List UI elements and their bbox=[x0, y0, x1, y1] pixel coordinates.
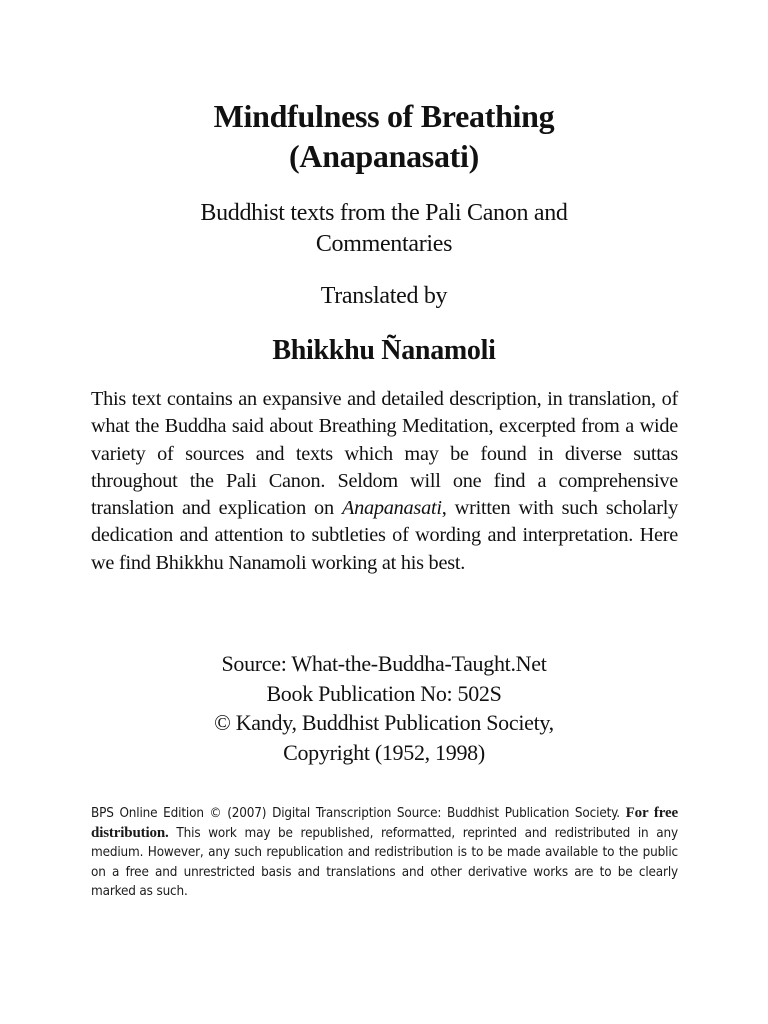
publication-number: Book Publication No: 502S bbox=[266, 680, 502, 706]
translated-by-label: Translated by bbox=[320, 283, 448, 309]
footer-text-2: This work may be republished, reformatted, reprinted and redistributed in any medium. However, any such republication and redistribution is to be made available to the public on a free and unrestricted basis and translations and other derivative works are to be clearly marked as such. bbox=[91, 825, 678, 899]
title-line-2: (Anapanasati) bbox=[289, 138, 479, 174]
description-text-2: , written with such scholarly dedication and attention to subtleties of wording and interpretation. Here we find Bhikkhu Nanamoli working at his best. bbox=[91, 497, 678, 574]
description-italic-term: Anapanasati bbox=[341, 497, 442, 520]
subtitle-line-1: Buddhist texts from the Pali Canon and bbox=[200, 200, 568, 226]
document-subtitle bbox=[0, 198, 768, 260]
document-title bbox=[0, 96, 768, 176]
subtitle-line-2: Commentaries bbox=[315, 231, 453, 257]
title-line-1: Mindfulness of Breathing bbox=[213, 98, 555, 134]
description-text-1: This text contains an expansive and detailed description, in translation, of what the Buddha said about Breathing Meditation, excerpted from a wide variety of sources and texts which may be found in diverse suttas throughout the Pali Canon. Seldom will one find a comprehensive translation and explication on bbox=[91, 388, 678, 520]
source-block bbox=[0, 649, 768, 767]
footer-free-distribution: For free distribution. bbox=[91, 805, 679, 841]
footer-text-1: BPS Online Edition © (2007) Digital Transcription Source: Buddhist Publication Society. bbox=[91, 806, 626, 821]
description-paragraph bbox=[91, 386, 678, 577]
publisher-line: © Kandy, Buddhist Publication Society, bbox=[214, 710, 554, 735]
copyright-line: Copyright (1952, 1998) bbox=[283, 739, 485, 765]
source-line: Source: What-the-Buddha-Taught.Net bbox=[221, 651, 547, 676]
author-name: Bhikkhu Ñanamoli bbox=[272, 335, 496, 366]
footer-notice bbox=[91, 804, 678, 902]
